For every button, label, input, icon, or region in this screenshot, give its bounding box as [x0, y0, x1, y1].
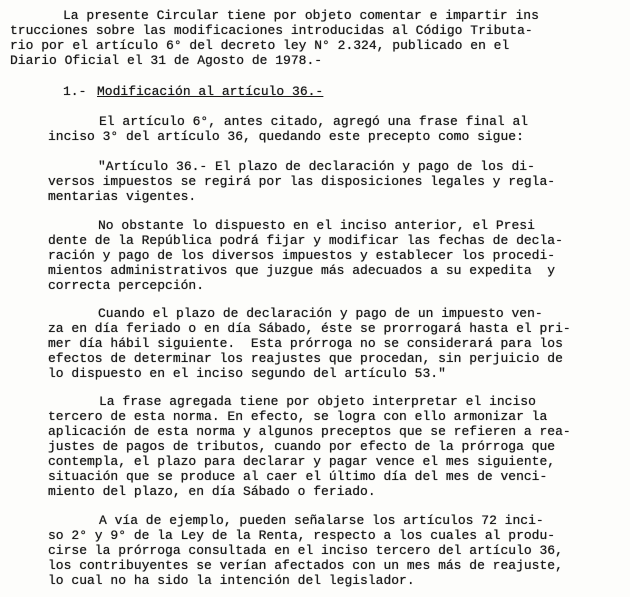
body-line: contempla, el plazo para declarar y pagar vence el mes siguiente,: [48, 454, 556, 469]
body-line: miento del plazo, en día Sábado o feriado.: [48, 484, 376, 499]
body-line: lo cual no ha sido la intención del legislador.: [48, 573, 415, 588]
body-line: situación que se produce al caer el último día del mes de venci-: [48, 469, 548, 484]
quote-line: efectos de determinar los reajustes que procedan, sin perjuicio de: [48, 351, 563, 366]
body-line: tercero de esta norma. En efecto, se logra con ello armonizar la: [48, 409, 548, 424]
body-line: A vía de ejemplo, pueden señalarse los artículos 72 inci-: [99, 513, 544, 528]
intro-line: La presente Circular tiene por objeto comentar e impartir ins: [63, 8, 539, 23]
quote-line: mientos administrativos que juzgue más adecuados a su expedita y: [48, 263, 556, 278]
quote-line: "Artículo 36.- El plazo de declaración y pago de los di-: [98, 159, 535, 174]
section-number: 1.-: [63, 84, 87, 99]
body-line: justes de pagos de tributos, cuando por efecto de la prórroga que: [48, 439, 556, 454]
intro-line: rio por el artículo 6° del decreto ley N° 2.324, publicado en el: [10, 38, 510, 53]
body-line: La frase agregada tiene por objeto interpretar el inciso: [99, 394, 536, 409]
quote-line: mentarias vigentes.: [48, 189, 197, 204]
quote-line: No obstante lo dispuesto en el inciso anterior, el Presi: [98, 218, 535, 233]
quote-line: ración y pago de los diversos impuestos y establecer los procedi-: [48, 248, 556, 263]
quote-line: za en día feriado o en día Sábado, éste se prorrogará hasta el pri-: [48, 321, 571, 336]
body-line: cirse la prórroga consultada en el inciso tercero del artículo 36,: [48, 543, 563, 558]
body-line: los contribuyentes se verían afectados con un mes más de reajuste,: [48, 558, 563, 573]
body-line: inciso 3° del artículo 36, quedando este precepto como sigue:: [48, 129, 524, 144]
body-line: so 2° y 9° de la Ley de la Renta, respecto a los cuales al produ-: [48, 528, 556, 543]
intro-line: trucciones sobre las modificaciones introducidas al Código Tributa-: [10, 23, 533, 38]
intro-line: Diario Oficial el 31 de Agosto de 1978.-: [10, 53, 323, 68]
quote-line: correcta percepción.: [48, 278, 205, 293]
section-title: Modificación al artículo 36.-: [97, 84, 324, 99]
quote-line: dente de la República podrá fijar y modificar las fechas de decla-: [48, 233, 563, 248]
body-line: El artículo 6°, antes citado, agregó una frase final al: [99, 114, 529, 129]
quote-line: mer día hábil siguiente. Esta prórroga no se considerará para los: [48, 336, 563, 351]
body-line: aplicación de esta norma y algunos preceptos que se refieren a rea-: [48, 424, 571, 439]
quote-line: versos impuestos se regirá por las disposiciones legales y regla-: [48, 174, 556, 189]
quote-line: lo dispuesto en el inciso segundo del artículo 53.": [48, 366, 446, 381]
quote-line: Cuando el plazo de declaración y pago de un impuesto ven-: [98, 306, 543, 321]
